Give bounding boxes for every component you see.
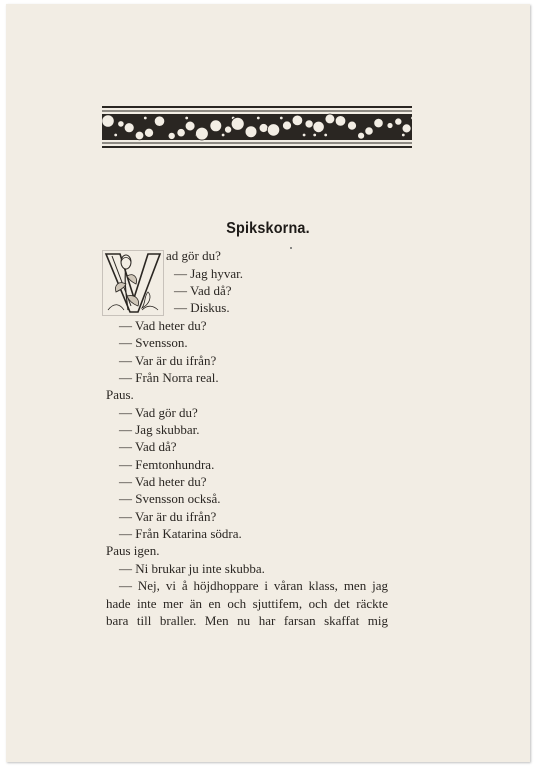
ornament-fruit [358, 132, 365, 139]
ornament-fruit [185, 121, 195, 131]
text-line-5: — Vad heter du? [119, 318, 207, 333]
ornament-fruit [325, 114, 335, 124]
ornament-fruit [402, 124, 411, 133]
text-line-3: — Vad då? [174, 283, 232, 298]
ornament-fruit [395, 118, 402, 125]
ornament-fruit [210, 120, 222, 132]
ornamental-dropcap-v [102, 250, 164, 316]
ornament-fruit [245, 126, 257, 138]
ornament-berry [257, 116, 261, 120]
book-page [6, 4, 530, 762]
text-line-10: — Vad gör du? [119, 405, 198, 420]
ornament-fruit [348, 121, 357, 130]
ornament-fruit [292, 115, 303, 126]
text-line-4: — Diskus. [174, 300, 230, 315]
text-line-12: — Vad då? [119, 439, 177, 454]
text-line-21: hade inte mer än en och sjuttifem, och det räckte [106, 596, 388, 611]
text-line-1: ad gör du? [166, 248, 221, 263]
ornament-fruit [144, 128, 153, 137]
ornament-fruit [365, 127, 373, 135]
text-line-15: — Svensson också. [119, 491, 221, 506]
ornament-fruit [168, 132, 175, 139]
ornament-berry [114, 133, 118, 137]
ornament-fruit [267, 124, 279, 136]
text-line-17: — Från Katarina södra. [119, 526, 242, 541]
ornament-fruit [225, 126, 232, 133]
ornament-fruit [387, 123, 393, 129]
ornament-fruit [196, 127, 209, 140]
ornament-berry [313, 133, 317, 137]
ornament-fruit [118, 121, 124, 127]
ornament-fruit [335, 116, 346, 127]
decorative-header-border [102, 106, 412, 148]
text-line-20: — Nej, vi å höjdhoppare i våran klass, men jag [119, 578, 388, 593]
ornament-fruit [259, 124, 268, 133]
ornament-fruit [102, 115, 114, 127]
ornament-fruit [135, 131, 144, 140]
text-line-14: — Vad heter du? [119, 474, 207, 489]
ornament-fruit [283, 121, 292, 130]
ornament-berry [144, 116, 148, 120]
text-line-9: Paus. [106, 387, 134, 402]
ornament-fruit [231, 117, 244, 130]
ornament-berry [185, 116, 189, 120]
text-line-22: bara till braller. Men nu har farsan skaffat mig [106, 613, 388, 628]
ornament-berry [280, 116, 284, 120]
text-line-13: — Femtonhundra. [119, 457, 215, 472]
text-line-19: — Ni brukar ju inte skubba. [119, 561, 265, 576]
ornament-berry [411, 116, 412, 120]
ornament-berry [221, 133, 225, 137]
text-line-2: — Jag hyvar. [174, 266, 243, 281]
ornament-berry [324, 133, 328, 137]
chapter-title: Spikskorna. [226, 220, 310, 237]
ornament-fruit [154, 116, 164, 126]
ornament-fruit [124, 123, 134, 133]
ornament-berry [402, 133, 406, 137]
ornament-berry [302, 133, 306, 137]
text-line-16: — Var är du ifrån? [119, 509, 217, 524]
text-line-8: — Från Norra real. [119, 370, 219, 385]
text-line-11: — Jag skubbar. [119, 422, 200, 437]
text-line-6: — Svensson. [119, 335, 188, 350]
text-line-7: — Var är du ifrån? [119, 353, 217, 368]
text-line-18: Paus igen. [106, 543, 160, 558]
ornament-fruit [313, 121, 324, 132]
ornament-fruit [305, 120, 313, 128]
ornament-fruit [177, 129, 185, 137]
print-speck [290, 247, 292, 249]
ornament-fruit [374, 118, 383, 127]
